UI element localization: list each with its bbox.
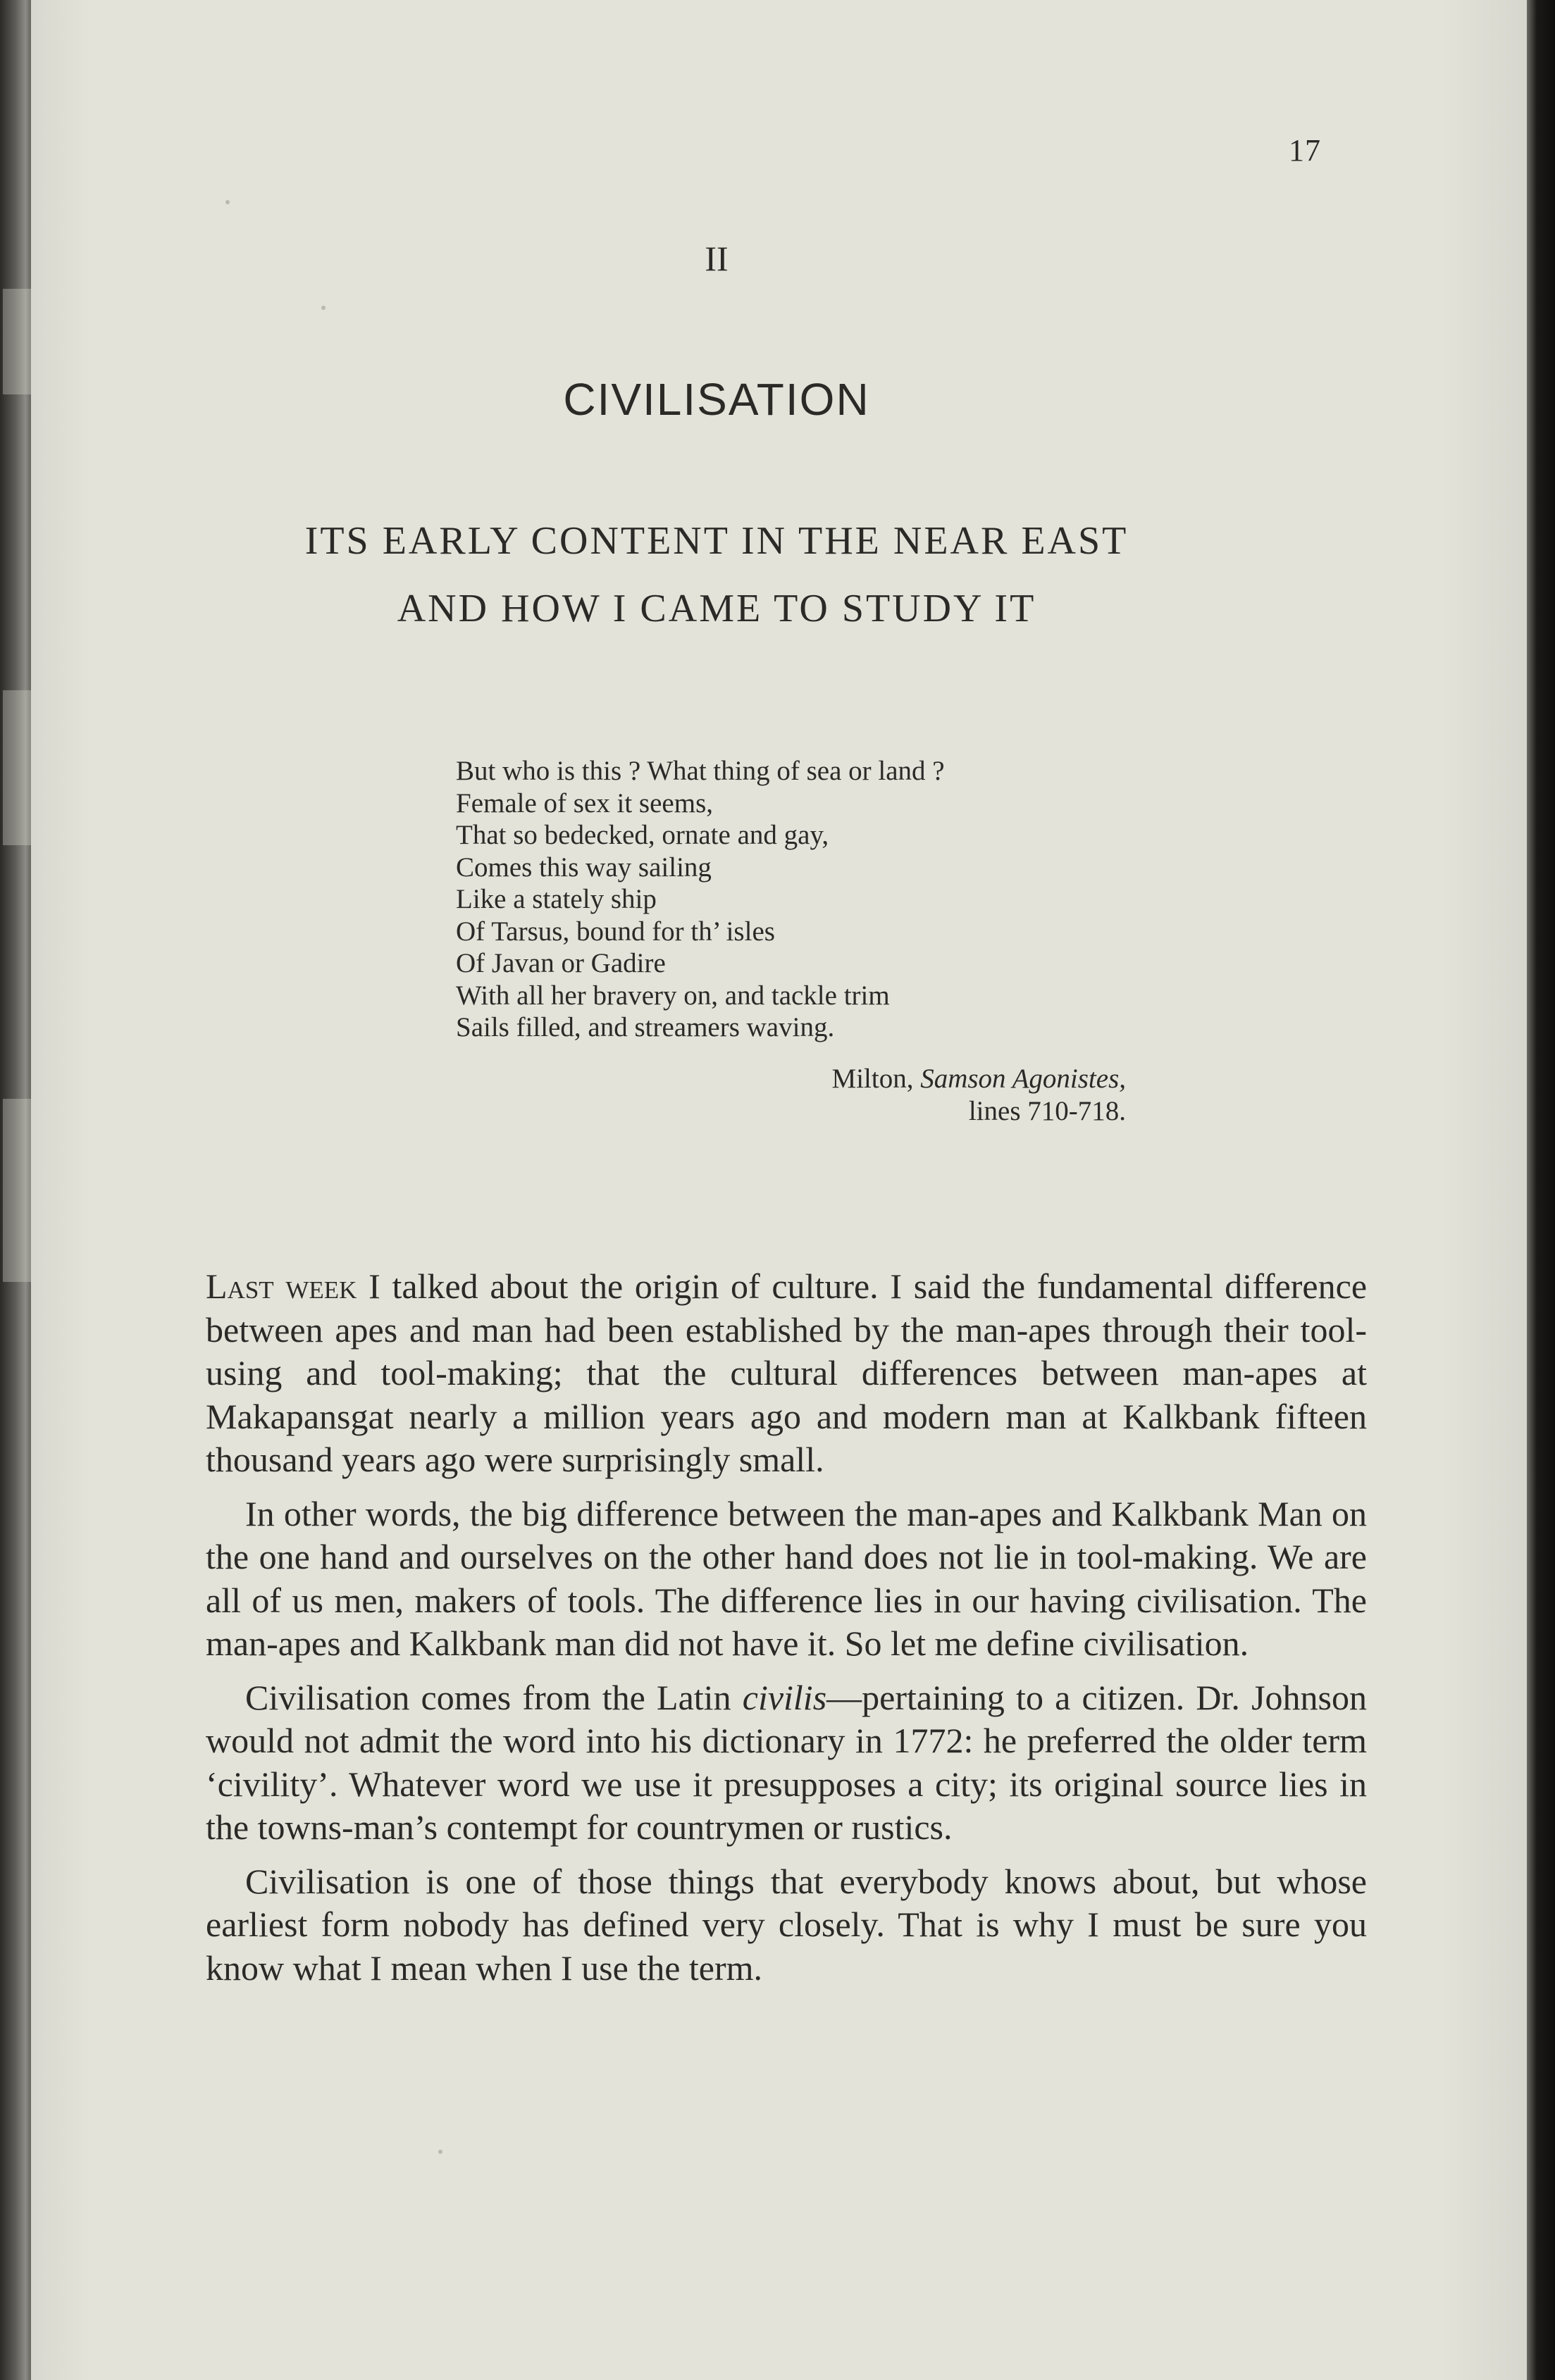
page-number: 17 xyxy=(1289,133,1321,168)
paragraph-3-text-a: Civilisation comes from the Latin xyxy=(245,1677,743,1717)
paper-speck xyxy=(225,200,230,204)
paragraph-4: Civilisation is one of those things that everybody knows about, but whose earliest form nobody has defined very closely. That is why I must be sure you know what I mean when I use the term. xyxy=(206,1861,1367,1988)
poem-line: Of Javan or Gadire xyxy=(456,948,666,978)
poem-line: Of Tarsus, bound for th’ isles xyxy=(456,916,775,947)
paper-speck xyxy=(438,2150,442,2154)
paragraph-lead-small-caps: Last week xyxy=(206,1266,357,1306)
poem-line: Sails filled, and streamers waving. xyxy=(456,1012,835,1042)
adjacent-page-fragment xyxy=(3,690,31,845)
paragraph-3 xyxy=(206,1676,1367,1850)
epigraph-attribution xyxy=(456,1063,1126,1095)
poem-line: Comes this way sailing xyxy=(456,852,712,883)
paragraph-3-text-b: —pertaining to a citizen. Dr. Johnson would not admit the word into his dictionary in 1772: he preferred the older term ‘civility’. Whatever word we use it presupposes a city; its original source lies in the towns-man’s contempt for countrymen or rustics. xyxy=(206,1677,1367,1847)
latin-term: civilis xyxy=(742,1677,827,1717)
poem-line: That so bedecked, ornate and gay, xyxy=(456,820,829,850)
book-spine-edge xyxy=(1527,0,1555,2380)
chapter-number: II xyxy=(705,239,729,278)
attribution-author: Milton, xyxy=(831,1064,921,1094)
chapter-subtitle-line-2: AND HOW I CAME TO STUDY IT xyxy=(397,587,1036,630)
epigraph-poem xyxy=(456,755,1160,1044)
poem-line: But who is this ? What thing of sea or land ? xyxy=(456,756,945,786)
paragraph-1-text: I talked about the origin of culture. I said the fundamental difference between apes and man had been established by the man-apes through their tool-using and tool-making; that the cultural differences between man-apes at Makapansgat nearly a million years ago and modern man at Kalkbank fifteen thousand years ago were surprisingly small. xyxy=(206,1266,1368,1479)
poem-line: With all her bravery on, and tackle trim xyxy=(456,980,890,1011)
book-page xyxy=(31,0,1529,2380)
adjacent-page-fragment xyxy=(3,1099,31,1282)
epigraph-line-reference: lines 710-718. xyxy=(968,1096,1126,1126)
chapter-subtitle-line-1: ITS EARLY CONTENT IN THE NEAR EAST xyxy=(304,519,1129,563)
attribution-work-title: Samson Agonistes, xyxy=(920,1064,1126,1094)
body-text xyxy=(206,1265,1367,2000)
poem-line: Like a stately ship xyxy=(456,884,657,914)
paragraph-2: In other words, the big difference between the man-apes and Kalkbank Man on the one hand and ourselves on the other hand does not lie in tool-making. We are all of us men, makers of tools. The difference lies in our having civilisation. The man-apes and Kalkbank man did not have it. So let me define civilisation. xyxy=(206,1493,1367,1663)
paragraph-1 xyxy=(206,1265,1367,1482)
paper-speck xyxy=(321,306,326,310)
chapter-title: CIVILISATION xyxy=(563,374,870,425)
poem-line: Female of sex it seems, xyxy=(456,787,713,818)
